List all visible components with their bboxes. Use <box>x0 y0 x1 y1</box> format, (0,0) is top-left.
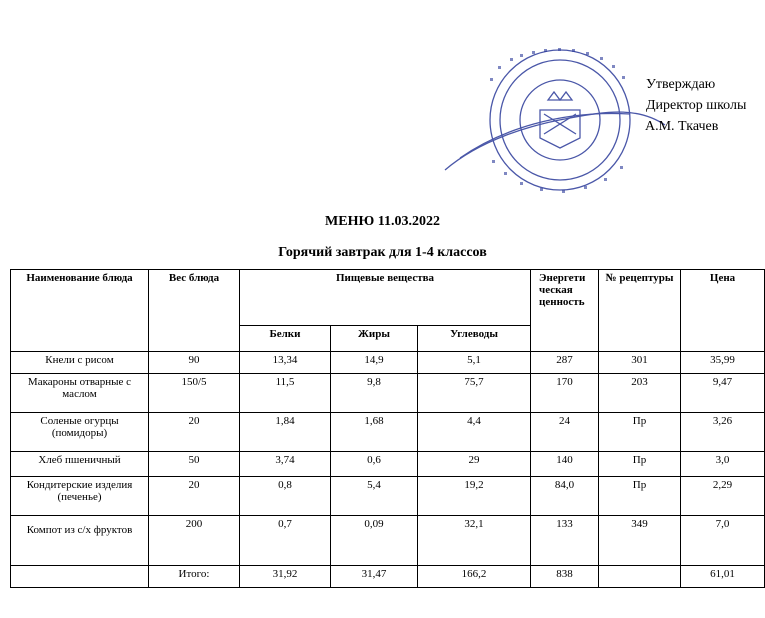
total-proteins: 31,92 <box>240 566 331 588</box>
cell-proteins: 13,34 <box>240 352 331 374</box>
cell-weight: 50 <box>149 452 240 477</box>
cell-fats: 9,8 <box>331 374 418 413</box>
cell-fats: 14,9 <box>331 352 418 374</box>
cell-proteins: 0,7 <box>240 516 331 566</box>
cell-carbs: 75,7 <box>418 374 531 413</box>
table-header-row <box>11 270 765 326</box>
cell-price: 3,26 <box>681 413 765 452</box>
cell-weight: 20 <box>149 413 240 452</box>
cell-weight: 150/5 <box>149 374 240 413</box>
cell-price: 2,29 <box>681 477 765 516</box>
header-proteins: Белки <box>240 326 331 352</box>
cell-price: 35,99 <box>681 352 765 374</box>
cell-energy: 133 <box>531 516 599 566</box>
cell-price: 3,0 <box>681 452 765 477</box>
approval-line-signatory: А.М. Ткачев <box>645 119 719 134</box>
header-weight: Вес блюда <box>149 270 240 352</box>
cell-energy: 170 <box>531 374 599 413</box>
cell-recipe: 203 <box>599 374 681 413</box>
cell-name: Кнели с рисом <box>11 352 149 374</box>
total-energy: 838 <box>531 566 599 588</box>
cell-recipe: 301 <box>599 352 681 374</box>
cell-carbs: 4,4 <box>418 413 531 452</box>
cell-energy: 287 <box>531 352 599 374</box>
cell-energy: 84,0 <box>531 477 599 516</box>
approval-block <box>620 74 746 137</box>
cell-proteins: 1,84 <box>240 413 331 452</box>
cell-carbs: 29 <box>418 452 531 477</box>
cell-weight: 20 <box>149 477 240 516</box>
total-fats: 31,47 <box>331 566 418 588</box>
cell-weight: 90 <box>149 352 240 374</box>
cell-empty <box>599 566 681 588</box>
cell-proteins: 11,5 <box>240 374 331 413</box>
cell-weight: 200 <box>149 516 240 566</box>
table-total-row <box>11 566 765 588</box>
table-row <box>11 352 765 374</box>
cell-energy: 140 <box>531 452 599 477</box>
menu-table <box>10 269 765 588</box>
header-recipe: № рецептуры <box>599 270 681 352</box>
menu-subtitle: Горячий завтрак для 1-4 классов <box>278 245 487 260</box>
table-row <box>11 452 765 477</box>
cell-recipe: Пр <box>599 477 681 516</box>
header-nutrients: Пищевые вещества <box>240 270 531 326</box>
cell-recipe: 349 <box>599 516 681 566</box>
table-row <box>11 477 765 516</box>
cell-proteins: 0,8 <box>240 477 331 516</box>
cell-recipe: Пр <box>599 413 681 452</box>
cell-recipe: Пр <box>599 452 681 477</box>
cell-fats: 5,4 <box>331 477 418 516</box>
approval-line-approve: Утверждаю <box>646 77 716 92</box>
cell-name: Макароны отварные с маслом <box>11 374 149 413</box>
total-label: Итого: <box>149 566 240 588</box>
header-fats: Жиры <box>331 326 418 352</box>
cell-carbs: 19,2 <box>418 477 531 516</box>
table-row <box>11 374 765 413</box>
cell-fats: 0,09 <box>331 516 418 566</box>
approval-line-position: Директор школы <box>646 98 747 113</box>
table-row <box>11 516 765 566</box>
cell-price: 7,0 <box>681 516 765 566</box>
cell-energy: 24 <box>531 413 599 452</box>
cell-name: Компот из с/х фруктов <box>11 516 149 566</box>
cell-proteins: 3,74 <box>240 452 331 477</box>
table-row <box>11 413 765 452</box>
menu-title: МЕНЮ 11.03.2022 <box>325 214 440 229</box>
header-carbs: Углеводы <box>418 326 531 352</box>
cell-fats: 0,6 <box>331 452 418 477</box>
cell-fats: 1,68 <box>331 413 418 452</box>
header-name: Наименование блюда <box>11 270 149 352</box>
cell-name: Кондитерские изделия (печенье) <box>11 477 149 516</box>
total-price: 61,01 <box>681 566 765 588</box>
total-carbs: 166,2 <box>418 566 531 588</box>
cell-name: Хлеб пшеничный <box>11 452 149 477</box>
cell-carbs: 5,1 <box>418 352 531 374</box>
cell-carbs: 32,1 <box>418 516 531 566</box>
cell-name: Соленые огурцы (помидоры) <box>11 413 149 452</box>
cell-price: 9,47 <box>681 374 765 413</box>
header-price: Цена <box>681 270 765 352</box>
cell-empty <box>11 566 149 588</box>
header-energy: Энергети ческая ценность <box>531 270 599 352</box>
